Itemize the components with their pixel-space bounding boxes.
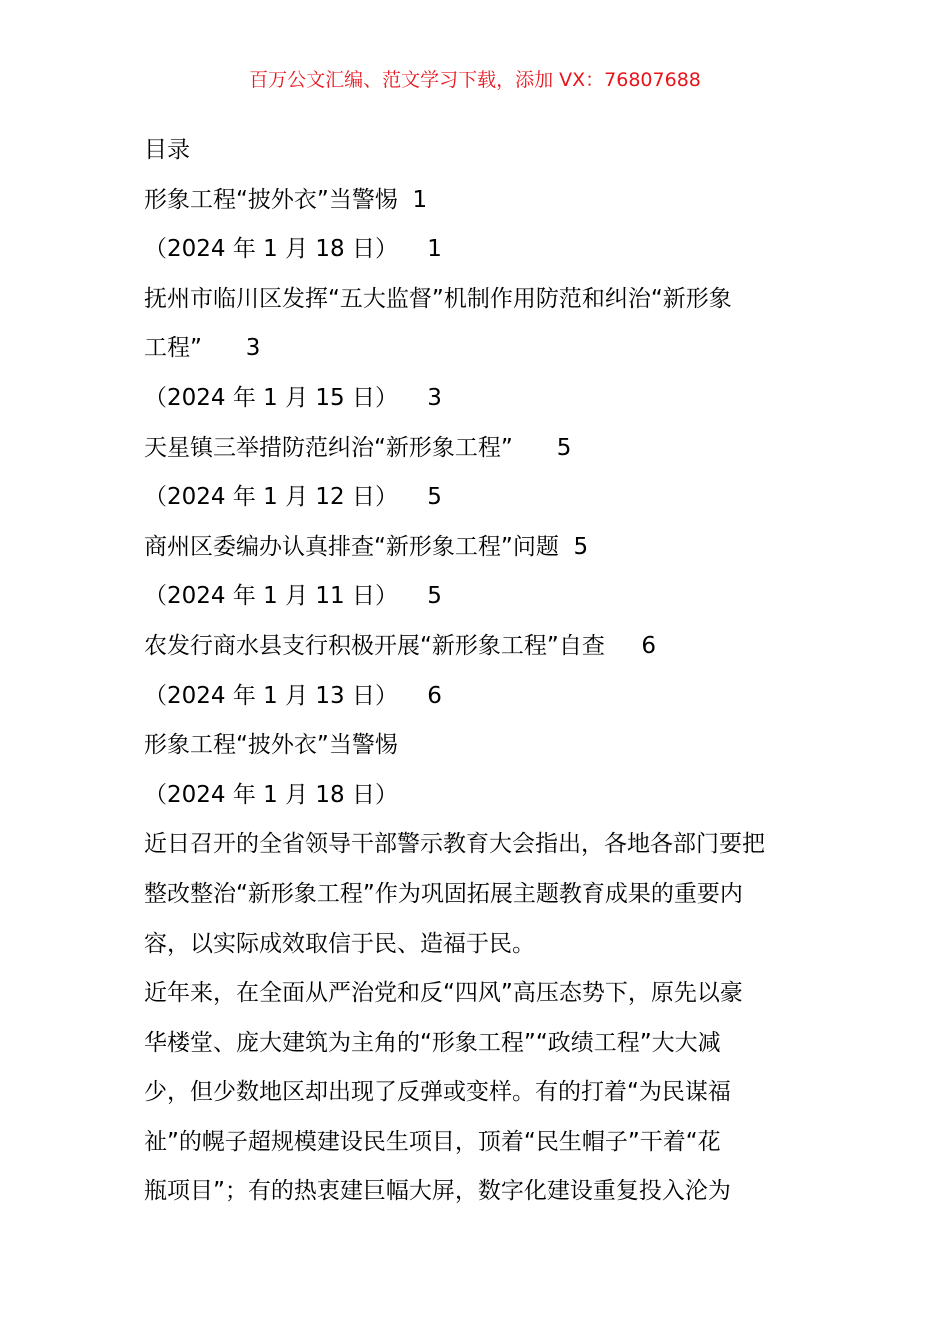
paragraph-line: 近日召开的全省领导干部警示教育大会指出，各地各部门要把 [144, 831, 765, 858]
toc-entry-5[interactable] [144, 622, 812, 672]
paragraph-line: 华楼堂、庞大建筑为主角的“形象工程”“政绩工程”大大减 [144, 1029, 721, 1056]
toc-entry-title: 商州区委编办认真排查“新形象工程”问题 [144, 533, 559, 560]
toc-entry-page: 6 [427, 682, 442, 709]
toc-entry-1-date [144, 225, 812, 275]
toc-entry-page: 3 [427, 384, 442, 411]
toc-entry-5-date [144, 672, 812, 722]
toc-entry-date: （2024 年 1 月 11 日） [144, 583, 398, 610]
watermark-header: 百万公文汇编、范文学习下载，添加 VX：76807688 [249, 69, 701, 91]
toc-entry-title: 天星镇三举措防范纠治“新形象工程” [144, 434, 513, 461]
toc-entry-2-cont[interactable] [144, 324, 812, 374]
paragraph-line: 瓶项目”；有的热衷建巨幅大屏，数字化建设重复投入沦为 [144, 1178, 731, 1205]
toc-entry-3[interactable] [144, 424, 812, 474]
toc-entry-page: 3 [245, 335, 261, 362]
paragraph-line: 整改整治“新形象工程”作为巩固拓展主题教育成果的重要内 [144, 880, 743, 907]
toc-entry-page: 5 [427, 484, 442, 511]
toc-entry-date: （2024 年 1 月 18 日） [144, 236, 398, 263]
toc-entry-page: 5 [556, 434, 572, 461]
toc-entry-title: 工程” [144, 335, 202, 362]
toc-entry-date: （2024 年 1 月 12 日） [144, 484, 398, 511]
paragraph-line: 容，以实际成效取信于民、造福于民。 [144, 930, 535, 957]
article-date: （2024 年 1 月 18 日） [144, 781, 398, 808]
toc-entry-page: 6 [641, 632, 657, 659]
paragraph-line: 少，但少数地区却出现了反弹或变样。有的打着“为民谋福 [144, 1079, 731, 1106]
paragraph-line: 近年来，在全面从严治党和反“四风”高压态势下，原先以豪 [144, 980, 743, 1007]
toc-entry-1[interactable] [144, 176, 812, 226]
article-title: 形象工程“披外衣”当警惕 [144, 732, 398, 759]
toc-entry-page: 5 [427, 583, 442, 610]
toc-entry-3-date [144, 473, 812, 523]
toc-entry-2[interactable] [144, 275, 812, 325]
toc-entry-date: （2024 年 1 月 13 日） [144, 682, 398, 709]
toc-entry-2-date [144, 374, 812, 424]
toc-entry-4[interactable] [144, 523, 812, 573]
document-body [144, 126, 812, 1217]
toc-entry-page: 1 [427, 236, 442, 263]
toc-entry-date: （2024 年 1 月 15 日） [144, 384, 398, 411]
toc-entry-title: 抚州市临川区发挥“五大监督”机制作用防范和纠治“新形象 [144, 285, 732, 312]
toc-entry-4-date [144, 572, 812, 622]
toc-title: 目录 [144, 137, 190, 163]
toc-entry-title: 农发行商水县支行积极开展“新形象工程”自查 [144, 632, 605, 659]
toc-entry-page: 5 [573, 533, 589, 560]
toc-entry-page: 1 [412, 186, 428, 213]
toc-entry-title: 形象工程“披外衣”当警惕 [144, 186, 398, 213]
paragraph-line: 祉”的幌子超规模建设民生项目，顶着“民生帽子”干着“花 [144, 1128, 721, 1155]
